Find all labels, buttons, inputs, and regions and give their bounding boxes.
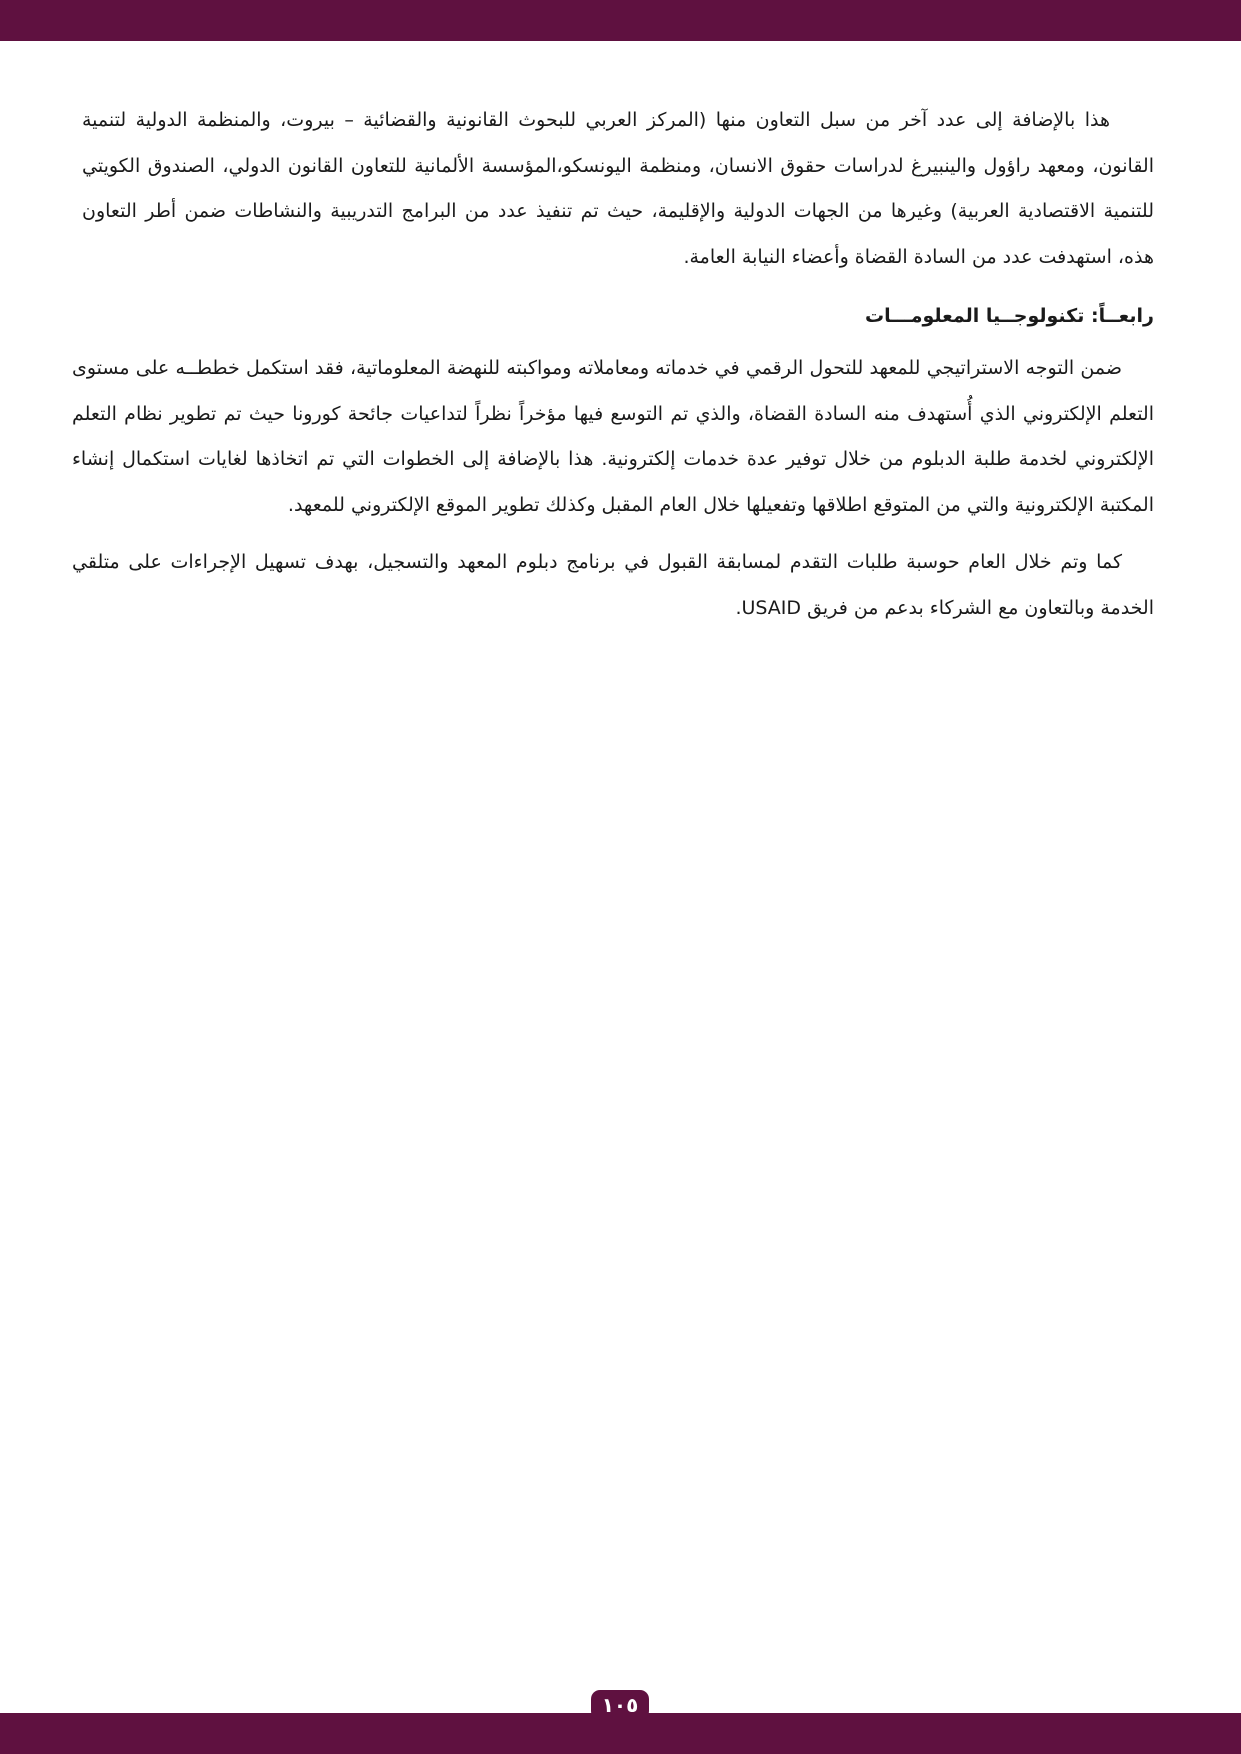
page-number-badge: ١٠٥ [591,1690,649,1720]
paragraph-spacer [72,528,1154,540]
header-band [0,0,1241,41]
document-body [72,98,1154,631]
paragraph-digital-transformation: ضمن التوجه الاستراتيجي للمعهد للتحول الرقمي في خدماته ومعاملاته ومواكبته للنهضة المعلوماتية، فقد استكمل خططــه على مستوى التعلم الإلكتروني الذي أُستهدف منه السادة القضاة، والذي تم التوسع فيها مؤخراً نظراً لتداعيات جائحة كورونا حيث تم تطوير نظام التعلم الإلكتروني لخدمة طلبة الدبلوم من خلال توفير عدة خدمات إلكترونية. هذا بالإضافة إلى الخطوات التي تم اتخاذها لغايات استكمال إنشاء المكتبة الإلكترونية والتي من المتوقع اطلاقها وتفعيلها خلال العام المقبل وكذلك تطوير الموقع الإلكتروني للمعهد. [72,357,1154,516]
paragraph-cooperation: هذا بالإضافة إلى عدد آخر من سبل التعاون منها (المركز العربي للبحوث القانونية والقضائية – بيروت، والمنظمة الدولية لتنمية القانون، ومعهد راؤول والينبيرغ لدراسات حقوق الانسان، ومنظمة اليونسكو،المؤسسة الألمانية للتعاون القانون الدولي، الصندوق الكويتي للتنمية الاقتصادية العربية) وغيرها من الجهات الدولية والإقليمة، حيث تم تنفيذ عدد من البرامج التدريبية والنشاطات ضمن أطر التعاون هذه، استهدفت عدد من السادة القضاة وأعضاء النيابة العامة. [82,109,1154,268]
paragraph-computerization: كما وتم خلال العام حوسبة طلبات التقدم لمسابقة القبول في برنامج دبلوم المعهد والتسجيل، بهدف تسهيل الإجراءات على متلقي الخدمة وبالتعاون مع الشركاء بدعم من فريق USAID. [72,551,1154,619]
section-heading-it: رابعــاً: تكنولوجــيا المعلومـــات [865,305,1154,327]
